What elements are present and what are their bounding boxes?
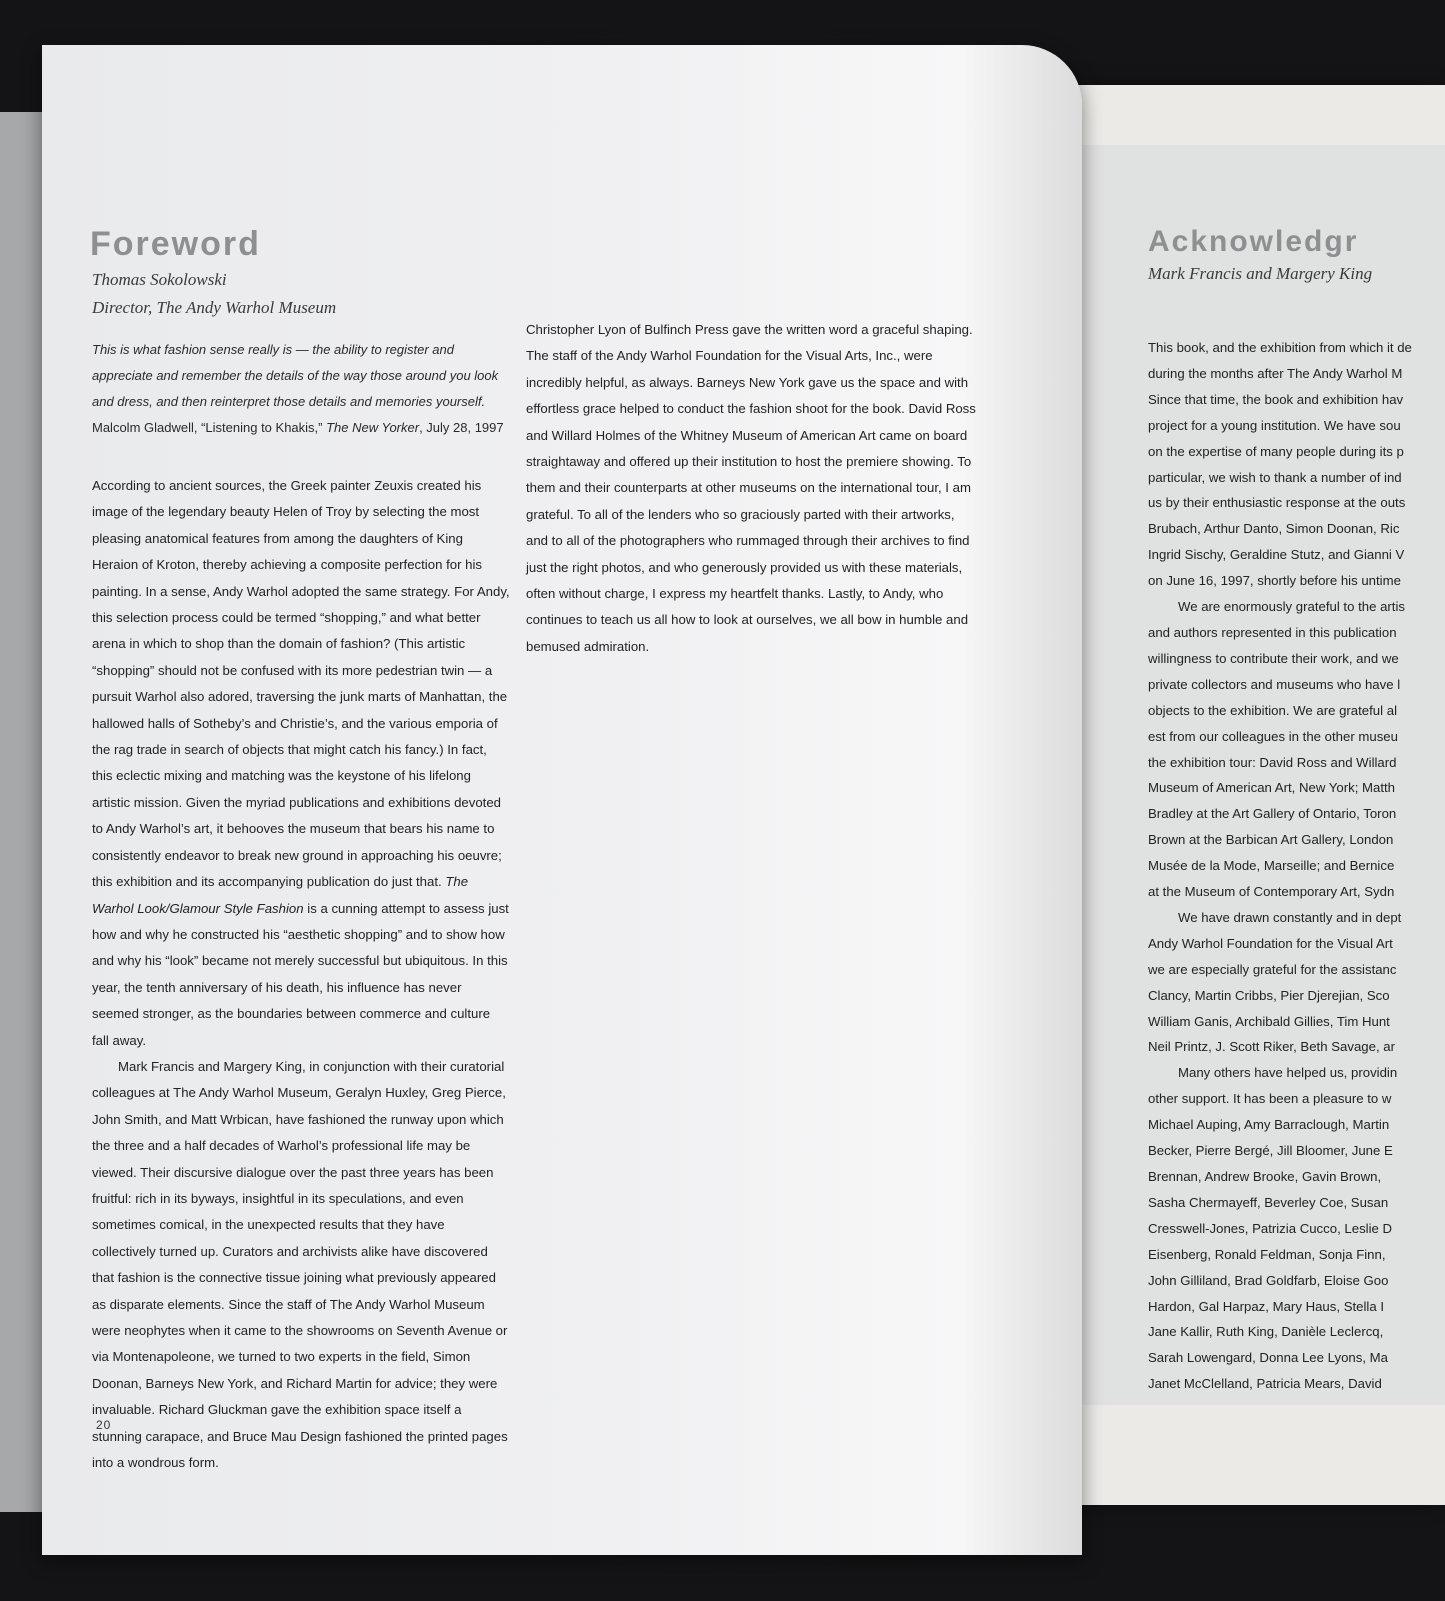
foreword-author-title: Director, The Andy Warhol Museum (92, 298, 337, 317)
acknowledgments-line: the exhibition tour: David Ross and Willard (1148, 754, 1397, 770)
acknowledgments-line: Neil Printz, J. Scott Riker, Beth Savage, ar (1148, 1039, 1396, 1055)
epigraph (92, 337, 510, 441)
acknowledgments-line: Andy Warhol Foundation for the Visual Art (1148, 935, 1393, 951)
acknowledgments-line: We have drawn constantly and in dept (1178, 909, 1402, 925)
acknowledgments-line: private collectors and museums who have l (1148, 676, 1401, 692)
acknowledgments-line: particular, we wish to thank a number of ind (1148, 469, 1402, 485)
acknowledgments-line: We are enormously grateful to the artis (1178, 599, 1405, 615)
acknowledgments-line: Many others have helped us, providin (1178, 1065, 1398, 1081)
epigraph-source (92, 415, 510, 441)
acknowledgments-column (1148, 335, 1445, 1397)
epigraph-source-date: , July 28, 1997 (419, 420, 504, 435)
foreword-column-2 (526, 317, 976, 660)
acknowledgments-line: Sarah Lowengard, Donna Lee Lyons, Ma (1148, 1350, 1388, 1366)
acknowledgments-line: Brown at the Barbican Art Gallery, London (1148, 832, 1394, 848)
acknowledgments-line: Ingrid Sischy, Geraldine Stutz, and Gianni V (1148, 547, 1405, 563)
acknowledgments-line: on June 16, 1997, shortly before his untime (1148, 573, 1401, 589)
acknowledgments-line: other support. It has been a pleasure to w (1148, 1091, 1392, 1107)
acknowledgments-line: Clancy, Martin Cribbs, Pier Djerejian, Sco (1148, 987, 1390, 1003)
right-page (1048, 85, 1445, 1505)
acknowledgments-byline: Mark Francis and Margery King (1148, 264, 1373, 283)
acknowledgments-line: est from our colleagues in the other museu (1148, 728, 1398, 744)
paragraph-2: Mark Francis and Margery King, in conjunction with their curatorial colleagues at The Andy Warhol Museum, Geralyn Huxley, Greg Pierce, John Smith, and Matt Wrbican, have fashioned the runway upon which the three and a half decades of Warhol’s professional life may be viewed. Their discursive dialogue over the past three years has been fruitful: rich in its byways, insightful in its speculations, and even sometimes comical, in the unexpected results that they have collectively turned up. Curators and archivists alike have discovered that fashion is the connective tissue joining what previously appeared as disparate elements. Since the staff of The Andy Warhol Museum were neophytes when it came to the showrooms on Seventh Avenue or via Montenapoleone, we turned to two experts in the field, Simon Doonan, Barneys New York, and Richard Martin for advice; they were invaluable. Richard Gluckman gave the exhibition space itself a stunning carapace, and Bruce Mau Design fashioned the printed pages into a wondrous form. (92, 1058, 508, 1471)
acknowledgments-line: Janet McClelland, Patricia Mears, David (1148, 1376, 1382, 1392)
left-page (42, 45, 1082, 1555)
paragraph-1 (92, 473, 510, 1054)
foreword-author: Thomas Sokolowski (92, 270, 227, 289)
foreword-column-1 (92, 473, 510, 1476)
acknowledgments-line: John Gilliland, Brad Goldfarb, Eloise Goo (1148, 1272, 1389, 1288)
acknowledgments-line: us by their enthusiastic response at the outs (1148, 495, 1406, 511)
page-number: 20 (96, 1418, 112, 1432)
acknowledgments-line: at the Museum of Contemporary Art, Sydn (1148, 884, 1395, 900)
acknowledgments-line: during the months after The Andy Warhol M (1148, 365, 1403, 381)
acknowledgments-line: William Ganis, Archibald Gillies, Tim Hunt (1148, 1013, 1390, 1029)
acknowledgments-line: Eisenberg, Ronald Feldman, Sonja Finn, (1148, 1246, 1386, 1262)
epigraph-source-publication: The New Yorker (326, 420, 420, 435)
acknowledgments-line: on the expertise of many people during its p (1148, 443, 1404, 459)
paragraph-1-title: The Warhol Look/Glamour Style Fashion (92, 874, 469, 916)
acknowledgments-line: Bradley at the Art Gallery of Ontario, Toron (1148, 806, 1397, 822)
epigraph-source-author: Malcolm Gladwell, “Listening to Khakis,” (92, 420, 327, 435)
acknowledgments-heading: Acknowledgr (1148, 225, 1359, 258)
foreword-heading: Foreword (90, 225, 261, 263)
paragraph-1-text-a: According to ancient sources, the Greek painter Zeuxis created his image of the legendary beauty Helen of Troy by selecting the most pleasing anatomical features from among the daughters of King Heraion of Kroton, thereby achieving a composite perfection for his painting. In a sense, Andy Warhol adopted the same strategy. For Andy, this selection process could be termed “shopping,” and what better arena in which to shop than the domain of fashion? (This artistic “shopping” should not be confused with its more pedestrian twin — a pursuit Warhol also adored, traversing the junk marts of Manhattan, the hallowed halls of Sotheby’s and Christie’s, and the various emporia of the rag trade in search of objects that might catch his fancy.) In fact, this eclectic mixing and matching was the keystone of his lifelong artistic mission. Given the myriad publications and exhibitions devoted to Andy Warhol’s art, it behooves the museum that bears his name to consistently endeavor to break new ground in approaching his oeuvre; this exhibition and its accompanying publication do just that. (92, 478, 510, 890)
acknowledgments-line: Brennan, Andrew Brooke, Gavin Brown, (1148, 1169, 1382, 1184)
acknowledgments-line: we are especially grateful for the assistanc (1148, 961, 1397, 977)
epigraph-text: This is what fashion sense really is — the ability to register and appreciate and remember the details of the way those around you look and dress, and then reinterpret those details and memories yourself. (92, 342, 499, 409)
acknowledgments-line: Michael Auping, Amy Barraclough, Martin (1148, 1117, 1390, 1133)
acknowledgments-line: project for a young institution. We have sou (1148, 417, 1401, 433)
acknowledgments-line: Since that time, the book and exhibition hav (1148, 391, 1404, 407)
paragraph-1-text-b: is a cunning attempt to assess just how and why he constructed his “aesthetic shopping” and to show how and why his “look” became not merely successful but ubiquitous. In this year, the tenth anniversary of his death, his influence has never seemed stronger, as the boundaries between commerce and culture fall away. (92, 900, 509, 1048)
acknowledgments-line: Musée de la Mode, Marseille; and Bernice (1148, 858, 1395, 874)
acknowledgments-line: willingness to contribute their work, and we (1148, 650, 1399, 666)
acknowledgments-line: Cresswell-Jones, Patrizia Cucco, Leslie D (1148, 1220, 1393, 1236)
acknowledgments-line: Brubach, Arthur Danto, Simon Doonan, Ric (1148, 521, 1400, 537)
paragraph-3: Christopher Lyon of Bulfinch Press gave the written word a graceful shaping. The staff of the Andy Warhol Foundation for the Visual Arts, Inc., were incredibly helpful, as always. Barneys New York gave us the space and with effortless grace helped to conduct the fashion shoot for the book. David Ross and Willard Holmes of the Whitney Museum of American Art came on board straightaway and offered up their institution to host the premiere showing. To them and their counterparts at other museums on the international tour, I am grateful. To all of the lenders who so graciously parted with their artworks, and to all of the photographers who rummaged through their archives to find just the right photos, and who generously provided us with these materials, often without charge, I express my heartfelt thanks. Lastly, to Andy, who continues to teach us all how to look at ourselves, we all bow in humble and bemused admiration. (526, 322, 976, 654)
acknowledgments-line: Becker, Pierre Bergé, Jill Bloomer, June E (1148, 1143, 1393, 1159)
acknowledgments-line: Museum of American Art, New York; Matth (1148, 780, 1395, 796)
acknowledgments-line: Jane Kallir, Ruth King, Danièle Leclercq, (1148, 1324, 1384, 1340)
acknowledgments-line: Sasha Chermayeff, Beverley Coe, Susan (1148, 1194, 1389, 1210)
acknowledgments-line: and authors represented in this publication (1148, 624, 1397, 640)
acknowledgments-line: Hardon, Gal Harpaz, Mary Haus, Stella I (1148, 1298, 1385, 1314)
acknowledgments-line: objects to the exhibition. We are grateful al (1148, 702, 1397, 718)
acknowledgments-line: This book, and the exhibition from which it de (1148, 340, 1412, 355)
